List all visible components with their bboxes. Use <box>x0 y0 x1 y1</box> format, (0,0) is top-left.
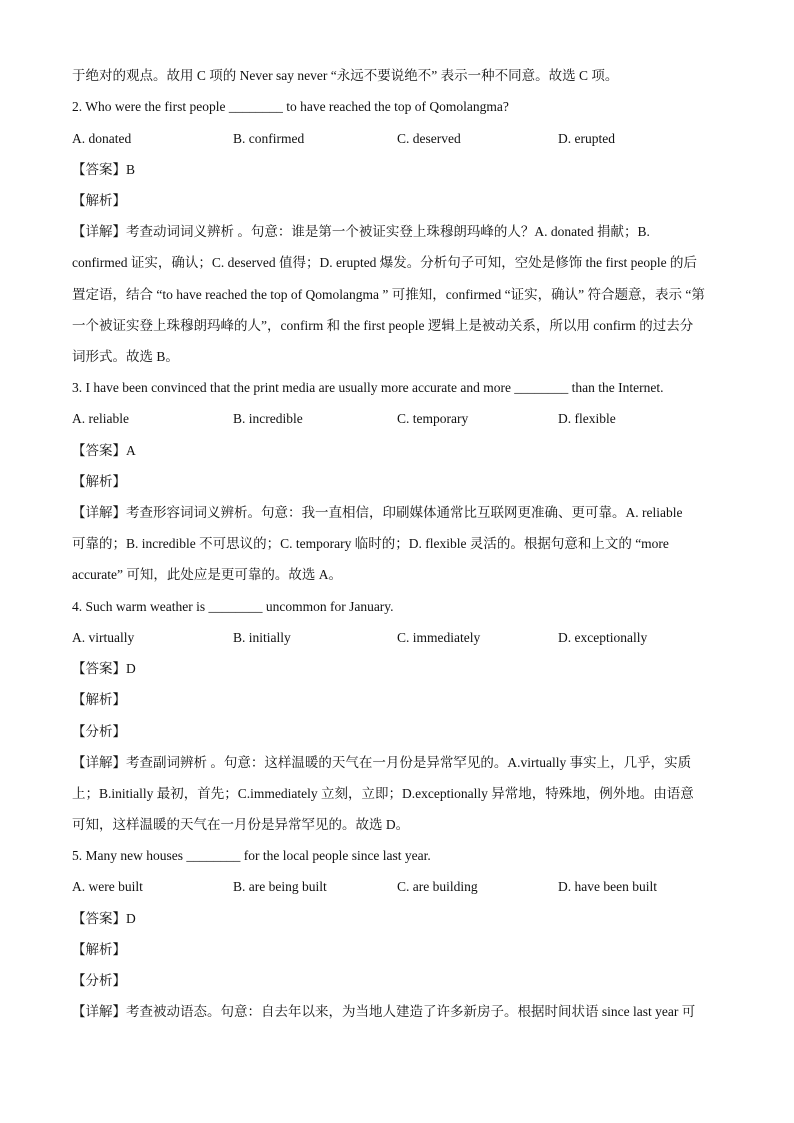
answer-label: 【答案】B <box>72 162 136 177</box>
explanation-line: 【详解】考查形容词词义辨析。句意：我一直相信，印刷媒体通常比互联网更准确、更可靠。A. reliable <box>72 505 683 520</box>
analysis-label: 【解析】 <box>72 474 126 489</box>
option-d: D. flexible <box>558 411 616 426</box>
option-b: B. initially <box>233 630 291 645</box>
option-a: A. virtually <box>72 630 135 645</box>
analysis-sub-label: 【分析】 <box>72 973 126 988</box>
analysis-label: 【解析】 <box>72 692 126 707</box>
question-3-stem: 3. I have been convinced that the print media are usually more accurate and more ________ than the Internet. <box>72 380 664 395</box>
explanation-line: 可靠的；B. incredible 不可思议的；C. temporary 临时的；D. flexible 灵活的。根据句意和上文的 “more <box>72 536 669 551</box>
question-3-options <box>72 409 732 429</box>
question-5-options <box>72 877 732 897</box>
answer-label: 【答案】D <box>72 911 136 926</box>
explanation-line: 【详解】考查动词词义辨析 。句意：谁是第一个被证实登上珠穆朗玛峰的人？A. donated 捐献；B. <box>72 224 650 239</box>
option-d: D. have been built <box>558 879 657 894</box>
text-line: 于绝对的观点。故用 C 项的 Never say never “永远不要说绝不” 表示一种不同意。故选 C 项。 <box>72 68 619 83</box>
explanation-line: accurate” 可知，此处应是更可靠的。故选 A。 <box>72 567 342 582</box>
option-b: B. confirmed <box>233 131 305 146</box>
option-c: C. deserved <box>397 131 461 146</box>
analysis-label: 【解析】 <box>72 942 126 957</box>
question-2-options <box>72 129 732 149</box>
explanation-line: confirmed 证实，确认；C. deserved 值得；D. erupted 爆发。分析句子可知，空处是修饰 the first people 的后 <box>72 255 698 270</box>
option-c: C. are building <box>397 879 478 894</box>
explanation-line: 可知，这样温暖的天气在一月份是异常罕见的。故选 D。 <box>72 817 410 832</box>
question-5-stem: 5. Many new houses ________ for the local people since last year. <box>72 848 431 863</box>
analysis-sub-label: 【分析】 <box>72 724 126 739</box>
question-2-stem: 2. Who were the first people ________ to have reached the top of Qomolangma? <box>72 99 509 114</box>
option-b: B. incredible <box>233 411 303 426</box>
explanation-line: 词形式。故选 B。 <box>72 349 179 364</box>
question-4-options <box>72 628 732 648</box>
explanation-line: 上；B.initially 最初，首先；C.immediately 立刻，立即；D.exceptionally 异常地，特殊地，例外地。由语意 <box>72 786 694 801</box>
analysis-label: 【解析】 <box>72 193 126 208</box>
answer-label: 【答案】A <box>72 443 136 458</box>
option-c: C. immediately <box>397 630 481 645</box>
option-a: A. reliable <box>72 411 129 426</box>
option-c: C. temporary <box>397 411 469 426</box>
explanation-line: 【详解】考查被动语态。句意：自去年以来，为当地人建造了许多新房子。根据时间状语 since last year 可 <box>72 1004 696 1019</box>
option-d: D. exceptionally <box>558 630 648 645</box>
option-b: B. are being built <box>233 879 327 894</box>
question-4-stem: 4. Such warm weather is ________ uncommon for January. <box>72 599 394 614</box>
option-a: A. donated <box>72 131 132 146</box>
explanation-line: 置定语，结合 “to have reached the top of Qomolangma ” 可推知，confirmed “证实，确认” 符合题意，表示 “第 <box>72 287 705 302</box>
option-a: A. were built <box>72 879 143 894</box>
option-d: D. erupted <box>558 131 615 146</box>
explanation-line: 一个被证实登上珠穆朗玛峰的人”，confirm 和 the first people 逻辑上是被动关系，所以用 confirm 的过去分 <box>72 318 694 333</box>
answer-label: 【答案】D <box>72 661 136 676</box>
explanation-line: 【详解】考查副词辨析 。句意：这样温暖的天气在一月份是异常罕见的。A.virtually 事实上，几乎，实质 <box>72 755 692 770</box>
